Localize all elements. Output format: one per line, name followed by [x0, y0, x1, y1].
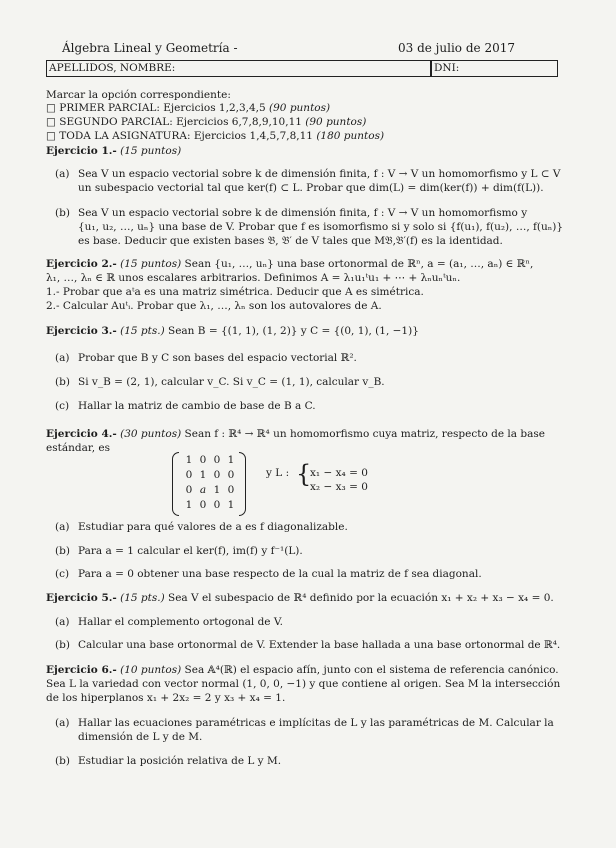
matrix-cell: 1	[199, 469, 207, 481]
ex6-b: Estudiar la posición relativa de L y M.	[78, 755, 282, 767]
matrix-cell: 1	[213, 484, 221, 496]
ex6-b-label: (b)	[55, 755, 70, 767]
ex6-a-line2: dimensión de L y de M.	[78, 731, 203, 743]
ex3-c: Hallar la matriz de cambio de base de B a C.	[78, 400, 316, 412]
ex3-c-label: (c)	[55, 400, 70, 412]
name-field[interactable]	[46, 60, 432, 77]
ex4-c-label: (c)	[55, 568, 70, 580]
ex1-b-line2: {u₁, u₂, …, uₙ} una base de V. Probar que f es isomorfismo si y solo si {f(u₁), f(u₂), …, f(uₙ)}	[78, 221, 564, 233]
ex3-a-label: (a)	[55, 352, 70, 364]
ex4-c: Para a = 0 obtener una base respecto de la cual la matriz de f sea diagonal.	[78, 568, 482, 580]
matrix-cell: 0	[185, 484, 193, 496]
ex4-b: Para a = 1 calcular el ker(f), im(f) y f⁻¹(L).	[78, 545, 303, 557]
matrix-cell: 0	[199, 454, 207, 466]
option-segundo-parcial[interactable]: □ SEGUNDO PARCIAL: Ejercicios 6,7,8,9,10,11 (90 puntos)	[46, 116, 367, 128]
system-equations	[310, 466, 368, 494]
left-paren	[172, 452, 179, 516]
matrix-cell: 0	[213, 499, 221, 511]
matrix-cell: 1	[227, 499, 235, 511]
equation-2: x₂ − x₃ = 0	[310, 481, 368, 493]
name-label: APELLIDOS, NOMBRE:	[49, 62, 176, 74]
ex4-b-label: (b)	[55, 545, 70, 557]
matrix-cell: 0	[227, 484, 235, 496]
ex6-line2: Sea L la variedad con vector normal (1, 0, 0, −1) y que contiene al origen. Sea M la intersección	[46, 678, 561, 690]
ex1-b-line3: es base. Deducir que existen bases 𝔅, 𝔅′ de V tales que M𝔅,𝔅′(f) es la identidad.	[78, 235, 503, 247]
ex2-line1: Ejercicio 2.- (15 puntos) Sean {u₁, …, uₙ} una base ortonormal de ℝⁿ, a = (a₁, …, aₙ) ∈ ℝⁿ,	[46, 258, 534, 270]
ex4-line1: Ejercicio 4.- (30 puntos) Sean f : ℝ⁴ → ℝ⁴ un homomorfismo cuya matriz, respecto de la base	[46, 428, 545, 440]
matrix-cell: 0	[199, 499, 207, 511]
ex6-line3: de los hiperplanos x₁ + 2x₂ = 2 y x₃ + x₄ = 1.	[46, 692, 286, 704]
ex2-line4: 2.- Calcular Auᵗᵢ. Probar que λ₁, …, λₙ son los autovalores de A.	[46, 300, 382, 312]
instructions-intro: Marcar la opción correspondiente:	[46, 89, 231, 101]
ex1-b-label: (b)	[55, 207, 70, 219]
ex1-a-label: (a)	[55, 168, 70, 180]
ex5-heading: Ejercicio 5.- (15 pts.) Sea V el subespacio de ℝ⁴ definido por la ecuación x₁ + x₂ + x₃ − x₄ = 0.	[46, 592, 554, 604]
ex6-line1: Ejercicio 6.- (10 puntos) Sea 𝔸⁴(ℝ) el espacio afín, junto con el sistema de referencia canónico.	[46, 664, 559, 676]
ex6-a-label: (a)	[55, 717, 70, 729]
matrix-cell: 1	[227, 454, 235, 466]
ex3-heading: Ejercicio 3.- (15 pts.) Sean B = {(1, 1), (1, 2)} y C = {(0, 1), (1, −1)}	[46, 325, 419, 337]
dni-label: DNI:	[434, 62, 460, 74]
system-label: y L :	[266, 467, 290, 479]
ex4-line2: estándar, es	[46, 442, 110, 454]
checkbox-icon[interactable]: □	[46, 116, 56, 128]
dni-field[interactable]	[430, 60, 558, 77]
ex1-a-line1: Sea V un espacio vectorial sobre k de dimensión finita, f : V → V un homomorfismo y L ⊂ V	[78, 168, 561, 180]
matrix-grid	[182, 454, 238, 512]
matrix-cell: 0	[213, 469, 221, 481]
option-toda-asignatura[interactable]: □ TODA LA ASIGNATURA: Ejercicios 1,4,5,7,8,11 (180 puntos)	[46, 130, 385, 142]
matrix-cell: 0	[213, 454, 221, 466]
matrix-cell: 1	[185, 454, 193, 466]
ex4-a: Estudiar para qué valores de a es f diagonalizable.	[78, 521, 348, 533]
course-title: Álgebra Lineal y Geometría -	[62, 41, 238, 55]
ex5-b: Calcular una base ortonormal de V. Extender la base hallada a una base ortonormal de ℝ⁴.	[78, 639, 561, 651]
ex1-b-line1: Sea V un espacio vectorial sobre k de dimensión finita, f : V → V un homomorfismo y	[78, 207, 528, 219]
matrix-cell: 0	[185, 469, 193, 481]
ex3-b-label: (b)	[55, 376, 70, 388]
ex1-heading: Ejercicio 1.- (15 puntos)	[46, 145, 182, 157]
ex3-b: Si v_B = (2, 1), calcular v_C. Si v_C = (1, 1), calcular v_B.	[78, 376, 385, 388]
exam-date: 03 de julio de 2017	[398, 41, 515, 55]
checkbox-icon[interactable]: □	[46, 130, 56, 142]
ex4-matrix	[172, 452, 246, 516]
option-primer-parcial[interactable]: □ PRIMER PARCIAL: Ejercicios 1,2,3,4,5 (90 puntos)	[46, 102, 331, 114]
right-paren	[239, 452, 246, 516]
ex2-line3: 1.- Probar que aᵗa es una matriz simétrica. Deducir que A es simétrica.	[46, 286, 424, 298]
ex6-a-line1: Hallar las ecuaciones paramétricas e implícitas de L y las paramétricas de M. Calcular la	[78, 717, 554, 729]
ex5-a: Hallar el complemento ortogonal de V.	[78, 616, 283, 628]
ex4-a-label: (a)	[55, 521, 70, 533]
ex5-a-label: (a)	[55, 616, 70, 628]
matrix-cell: 0	[227, 469, 235, 481]
matrix-cell: a	[199, 484, 207, 496]
ex1-a-line2: un subespacio vectorial tal que ker(f) ⊂ L. Probar que dim(L) = dim(ker(f)) + dim(f(L)).	[78, 182, 544, 194]
matrix-cell: 1	[185, 499, 193, 511]
equation-1: x₁ − x₄ = 0	[310, 467, 368, 479]
ex5-b-label: (b)	[55, 639, 70, 651]
ex2-line2: λ₁, …, λₙ ∈ ℝ unos escalares arbitrarios. Definimos A = λ₁u₁ᵗu₁ + ⋯ + λₙuₙᵗuₙ.	[46, 272, 461, 284]
checkbox-icon[interactable]: □	[46, 102, 56, 114]
brace: {	[296, 460, 312, 488]
ex3-a: Probar que B y C son bases del espacio vectorial ℝ².	[78, 352, 357, 364]
